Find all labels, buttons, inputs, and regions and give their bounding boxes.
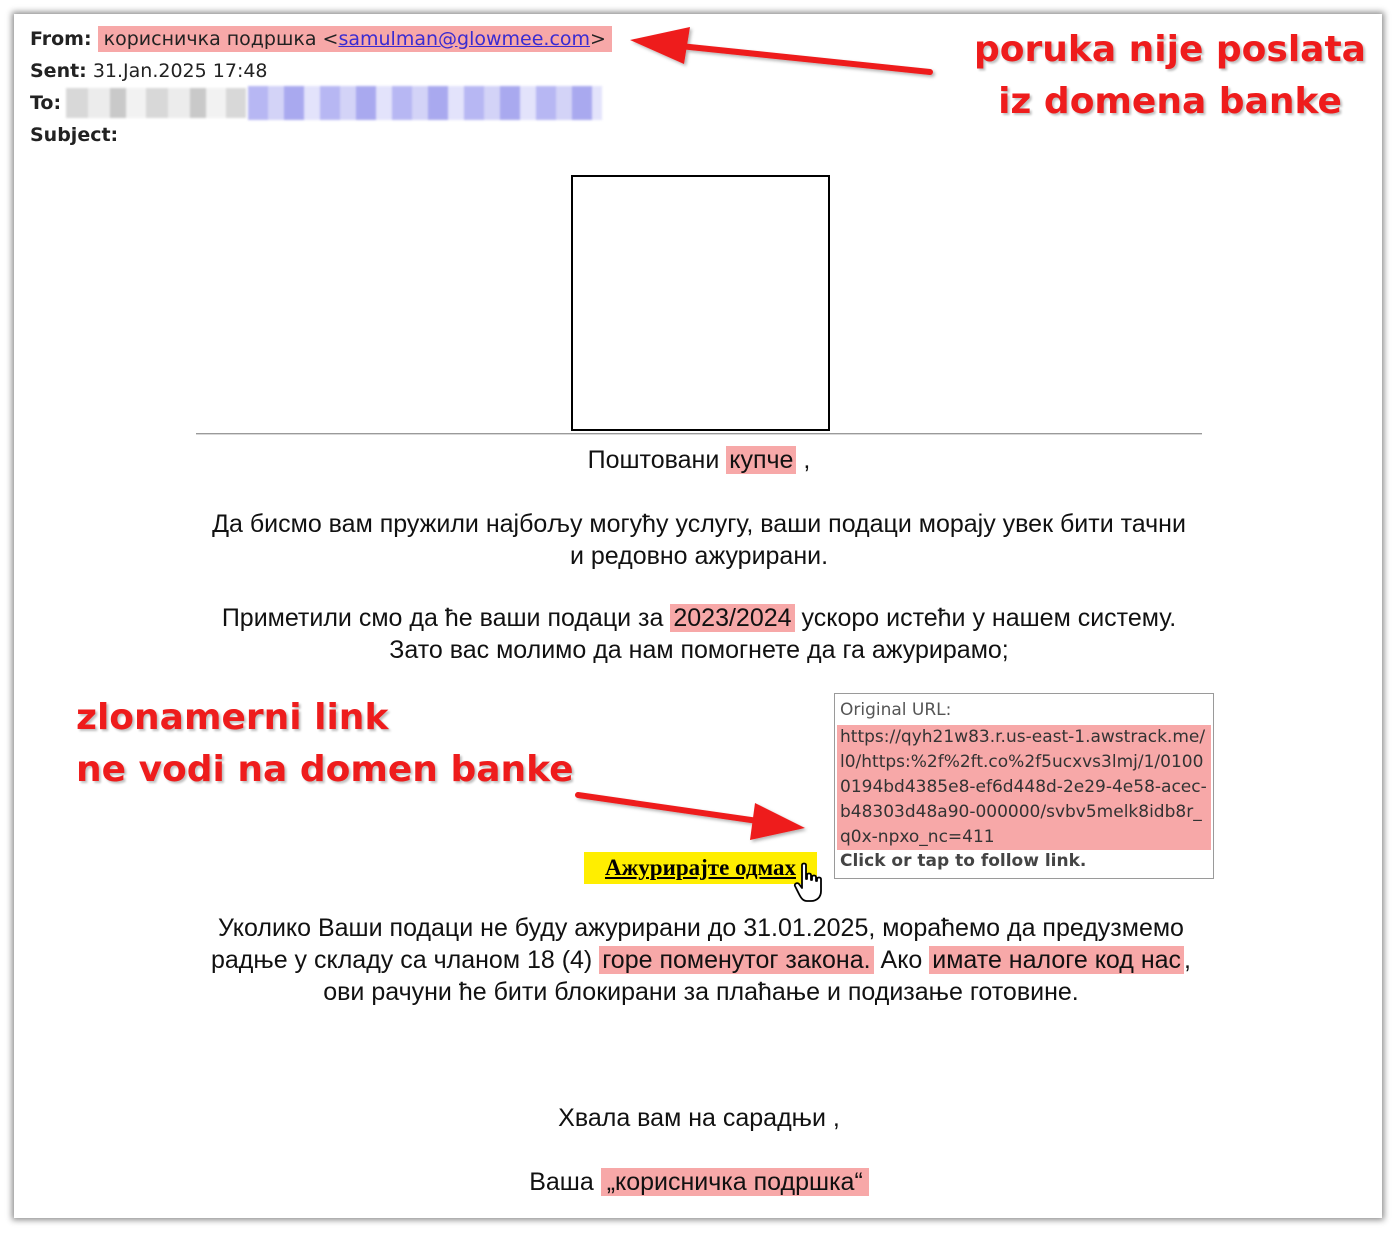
greeting-prefix: Поштовани [587, 446, 720, 474]
link-annotation-line2: ne vodi na domen banke [76, 749, 574, 790]
header-divider [196, 433, 1202, 435]
greeting-name: купче [726, 446, 796, 474]
para2-year: 2023/2024 [670, 604, 794, 632]
para3-highlight-law: горе поменутог закона. [599, 946, 873, 974]
arrow-to-sender [630, 27, 930, 72]
hand-cursor-icon [793, 862, 827, 904]
paragraph-warning [196, 912, 1206, 1008]
subject-label: Subject: [30, 124, 119, 146]
greeting [196, 444, 1202, 476]
domain-annotation-line2: iz domena banke [998, 81, 1342, 122]
to-label: To: [30, 92, 62, 114]
paragraph-data-accuracy: Да бисмо вам пружили најбољу могућу услугу, ваши подаци морају увек бити тачни и редовно ажурирани. [212, 510, 1186, 570]
signature-prefix: Ваша [529, 1168, 594, 1196]
sent-value: 31.Jan.2025 17:48 [92, 60, 268, 82]
para3-part3: , ови рачуни ће бити блокирани за плаћање и подизање готовине. [323, 946, 1191, 1006]
thanks-line: Хвала вам на сарадњи , [558, 1104, 840, 1132]
para3-highlight-accounts: имате налоге код нас [929, 946, 1184, 974]
from-value: корисничка подршка <samulman@glowmee.com> [98, 26, 612, 52]
from-name: корисничка подршка [103, 28, 317, 50]
link-annotation-line1: zlonamerni link [76, 697, 389, 738]
sent-label: Sent: [30, 60, 87, 82]
original-url-value: https://qyh21w83.r.us-east-1.awstrack.me/l0/https:%2f%2ft.co%2f5ucxvs3lmj/1/01000194bd4385e8-ef6d448d-2e29-4e58-acec-b48303d48a90-000000/svbv5melk8idb8r_q0x-npxo_nc=411 [837, 725, 1211, 850]
bank-logo-placeholder [571, 175, 830, 431]
signature-name: „корисничка подршка“ [601, 1168, 869, 1196]
signature [196, 1166, 1202, 1198]
para2-prefix: Приметили смо да ће ваши подаци за [221, 604, 664, 632]
paragraph-data-expiry [206, 602, 1192, 666]
original-url-label: Original URL: [840, 700, 952, 720]
para3-part2: Ако [873, 946, 923, 974]
para3-part1: Уколико Ваши подаци не буду ажурирани до 31.01.2025, мораћемо да предузмемо радње у складу са чланом 18 (4) [211, 914, 1184, 974]
from-email-link[interactable]: samulman@glowmee.com [338, 28, 591, 50]
from-label: From: [30, 28, 92, 50]
para2-suffix: ускоро истећи у нашем систему. Зато вас молимо да нам помогнете да га ажурирамо; [389, 604, 1177, 664]
follow-link-hint: Click or tap to follow link. [840, 851, 1087, 871]
greeting-suffix: , [796, 446, 811, 474]
arrow-to-url [578, 795, 805, 840]
update-now-link[interactable]: Ажурирајте одмах [584, 852, 817, 884]
domain-annotation-line1: poruka nije poslata [974, 29, 1366, 70]
link-hover-tooltip [834, 693, 1214, 879]
